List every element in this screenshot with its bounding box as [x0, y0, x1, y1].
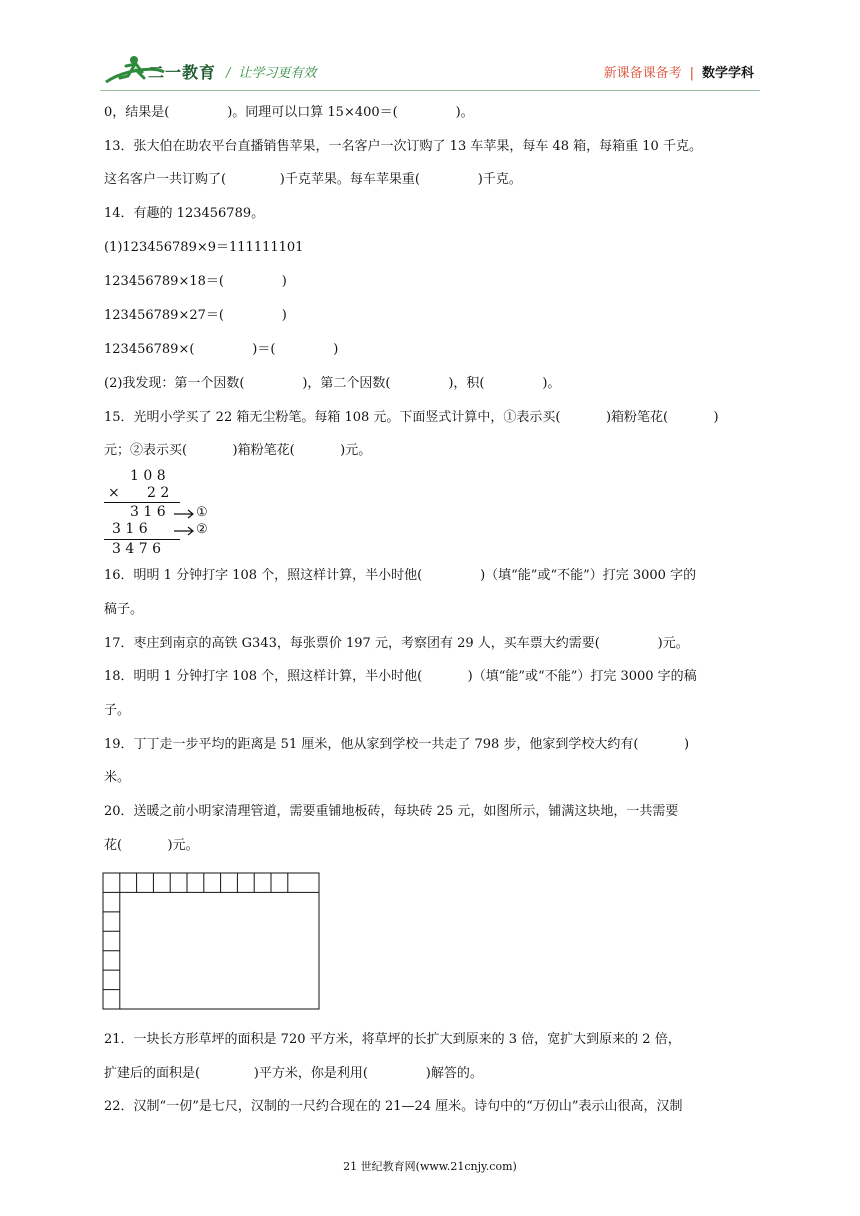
text-line: 元；②表示买( )箱粉笔花( )元。 — [104, 443, 372, 458]
header-separator: | — [689, 66, 694, 81]
text-line: 22．汉制“一仞”是七尺，汉制的一尺约合现在的 21—24 厘米。诗句中的“万仞山”表示山很高，汉制 — [104, 1099, 683, 1114]
calc-operator: × — [108, 485, 120, 501]
calc-row1: 1 0 8 — [130, 468, 166, 484]
text-line: 这名客户一共订购了( )千克苹果。每车苹果重( )千克。 — [104, 172, 522, 187]
calc-mark2: ② — [196, 522, 208, 537]
text-line: 123456789×18＝( ) — [104, 274, 287, 289]
text-line: (2)我发现：第一个因数( )，第二个因数( )，积( )。 — [104, 376, 561, 391]
arrow-icon — [172, 506, 196, 540]
calc-partial1: 3 1 6 — [130, 504, 166, 520]
text-line: 花( )元。 — [104, 838, 199, 853]
header-right — [604, 62, 754, 81]
text-line: 18．明明 1 分钟打字 108 个，照这样计算，半小时他( )（填“能”或“不能”）打完 3000 字的稿 — [104, 669, 697, 684]
calc-result: 3 4 7 6 — [112, 541, 161, 557]
calc-row2: 2 2 — [147, 485, 170, 501]
header-rule — [100, 90, 760, 91]
calc-partial2: 3 1 6 — [112, 521, 148, 537]
calc-mark1: ① — [196, 505, 208, 520]
text-line: 20．送暖之前小明家清理管道，需要重铺地板砖，每块砖 25 元，如图所示，铺满这块地，一共需要 — [104, 804, 679, 819]
floor-tile-figure — [102, 872, 320, 1010]
page-footer: 21 世纪教育网(www.21cnjy.com) — [343, 1160, 517, 1173]
grid-outline — [103, 873, 319, 1009]
text-line: (1)123456789×9＝111111101 — [104, 240, 304, 255]
slogan-text: 让学习更有效 — [238, 66, 317, 81]
text-line: 17．枣庄到南京的高铁 G343，每张票价 197 元，考察团有 29 人，买车票大约需要( )元。 — [104, 636, 689, 651]
text-line: 13．张大伯在助农平台直播销售苹果，一名客户一次订购了 13 车苹果，每车 48 箱，每箱重 10 千克。 — [104, 139, 702, 154]
text-line: 15．光明小学买了 22 箱无尘粉笔。每箱 108 元。下面竖式计算中，①表示买( )箱粉笔花( ) — [104, 410, 719, 425]
text-line: 14．有趣的 123456789。 — [104, 206, 265, 221]
calc-rule — [104, 539, 180, 540]
logo-text: 二一教育 — [148, 63, 217, 82]
text-line: 123456789×27＝( ) — [104, 308, 287, 323]
text-line: 米。 — [104, 770, 131, 785]
text-line: 123456789×( )＝( ) — [104, 342, 339, 357]
text-line: 0，结果是( )。同理可以口算 15×400＝( )。 — [104, 105, 474, 120]
text-line: 稿子。 — [104, 602, 144, 617]
page-header — [0, 0, 860, 96]
header-course: 新课备课备考 — [603, 66, 682, 81]
text-line: 扩建后的面积是( )平方米，你是利用( )解答的。 — [104, 1066, 483, 1081]
text-line: 19．丁丁走一步平均的距离是 51 厘米，他从家到学校一共走了 798 步，他家到学校大约有( ) — [104, 737, 690, 752]
slogan: / 让学习更有效 — [226, 66, 317, 81]
text-line: 16．明明 1 分钟打字 108 个，照这样计算，半小时他( )（填“能”或“不能”）打完 3000 字的 — [104, 568, 697, 583]
text-line: 子。 — [104, 703, 131, 718]
calc-rule — [104, 502, 180, 503]
text-line: 21．一块长方形草坪的面积是 720 平方米，将草坪的长扩大到原来的 3 倍，宽扩大到原来的 2 倍， — [104, 1032, 681, 1047]
header-subject: 数学学科 — [701, 66, 754, 81]
